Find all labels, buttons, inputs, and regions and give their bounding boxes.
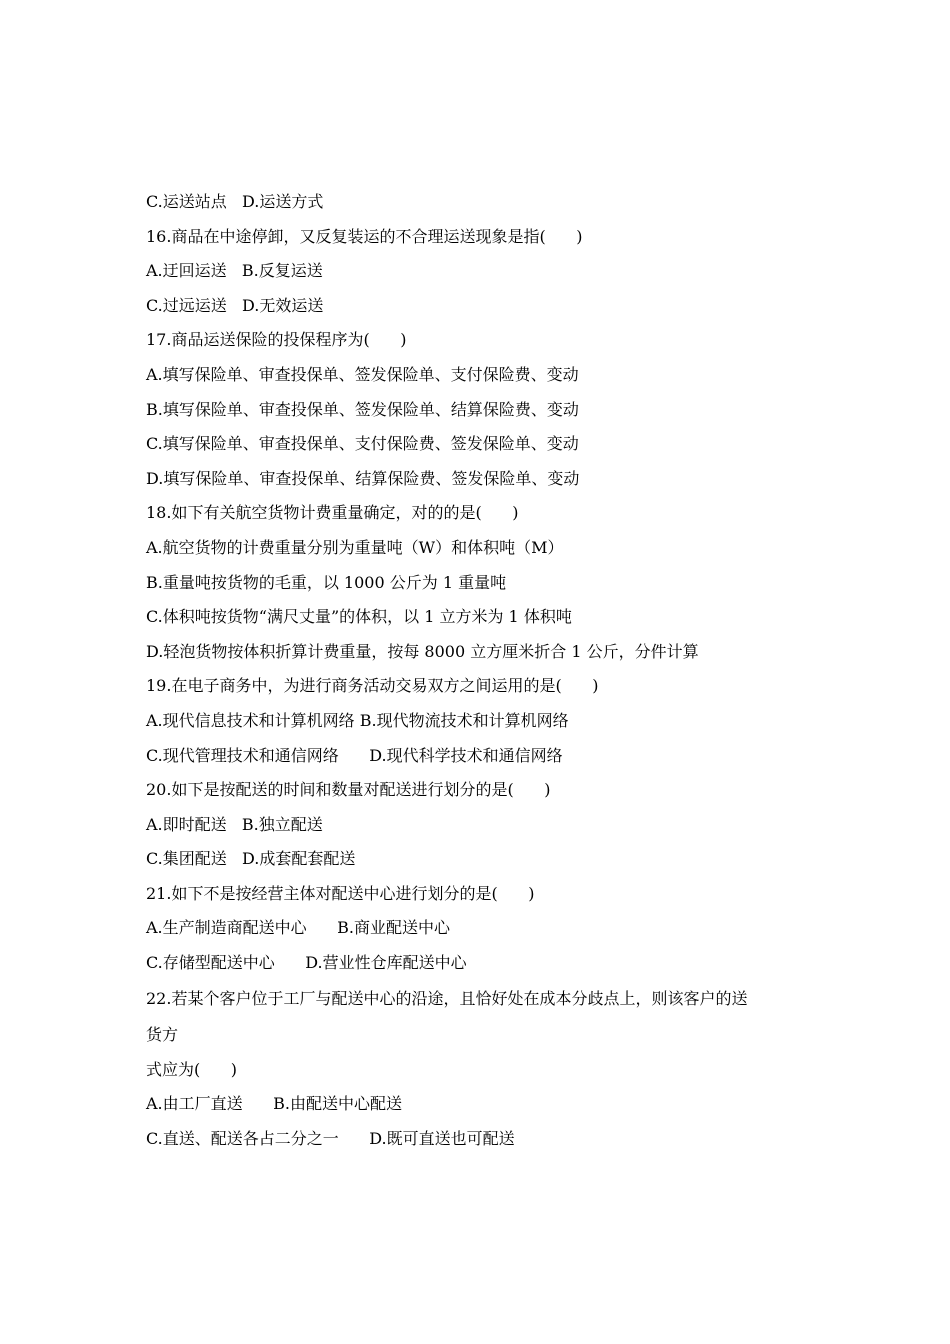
option-line-19-cd: C.现代管理技术和通信网络 D.现代科学技术和通信网络 bbox=[146, 745, 563, 765]
question-17: 17.商品运送保险的投保程序为( ) bbox=[146, 330, 407, 350]
option-18-c: C.体积吨按货物“满尺丈量”的体积，以 1 立方米为 1 体积吨 bbox=[146, 607, 572, 627]
option-17-b: B.填写保险单、审查投保单、签发保险单、结算保险费、变动 bbox=[146, 399, 579, 419]
option-17-d: D.填写保险单、审查投保单、结算保险费、签发保险单、变动 bbox=[146, 468, 580, 488]
option-line-21-cd: C.存储型配送中心 D.营业性仓库配送中心 bbox=[146, 953, 467, 973]
option-18-d: D.轻泡货物按体积折算计费重量，按每 8000 立方厘米折合 1 公斤，分件计算 bbox=[146, 641, 699, 661]
option-line-20-cd: C.集团配送 D.成套配套配送 bbox=[146, 849, 356, 869]
question-22-part-2: 货方 bbox=[146, 1024, 179, 1044]
document-body bbox=[146, 185, 826, 1156]
question-21: 21.如下不是按经营主体对配送中心进行划分的是( ) bbox=[146, 883, 535, 903]
option-line-22-cd: C.直送、配送各占二分之一 D.既可直送也可配送 bbox=[146, 1128, 515, 1148]
option-17-c: C.填写保险单、审查投保单、支付保险费、签发保险单、变动 bbox=[146, 434, 579, 454]
question-22-part-3: 式应为( ) bbox=[146, 1059, 238, 1079]
question-22-part-1: 22.若某个客户位于工厂与配送中心的沿途，且恰好处在成本分歧点上，则该客户的送 bbox=[146, 988, 748, 1008]
option-18-b: B.重量吨按货物的毛重，以 1000 公斤为 1 重量吨 bbox=[146, 572, 507, 592]
option-line-20-ab: A.即时配送 B.独立配送 bbox=[146, 814, 323, 834]
option-line-22-ab: A.由工厂直送 B.由配送中心配送 bbox=[146, 1094, 403, 1114]
option-17-a: A.填写保险单、审查投保单、签发保险单、支付保险费、变动 bbox=[146, 364, 579, 384]
question-16: 16.商品在中途停卸，又反复装运的不合理运送现象是指( ) bbox=[146, 226, 583, 246]
option-line-19-ab: A.现代信息技术和计算机网络 B.现代物流技术和计算机网络 bbox=[146, 710, 569, 730]
option-line-16-ab: A.迂回运送 B.反复运送 bbox=[146, 261, 323, 281]
option-line-21-ab: A.生产制造商配送中心 B.商业配送中心 bbox=[146, 918, 451, 938]
option-line-15-cd: C.运送站点 D.运送方式 bbox=[146, 192, 324, 211]
option-line-16-cd: C.过远运送 D.无效运送 bbox=[146, 295, 324, 315]
option-18-a: A.航空货物的计费重量分别为重量吨（W）和体积吨（M） bbox=[146, 537, 564, 557]
question-20: 20.如下是按配送的时间和数量对配送进行划分的是( ) bbox=[146, 780, 551, 800]
question-18: 18.如下有关航空货物计费重量确定，对的的是( ) bbox=[146, 503, 519, 523]
question-19: 19.在电子商务中，为进行商务活动交易双方之间运用的是( ) bbox=[146, 676, 599, 696]
